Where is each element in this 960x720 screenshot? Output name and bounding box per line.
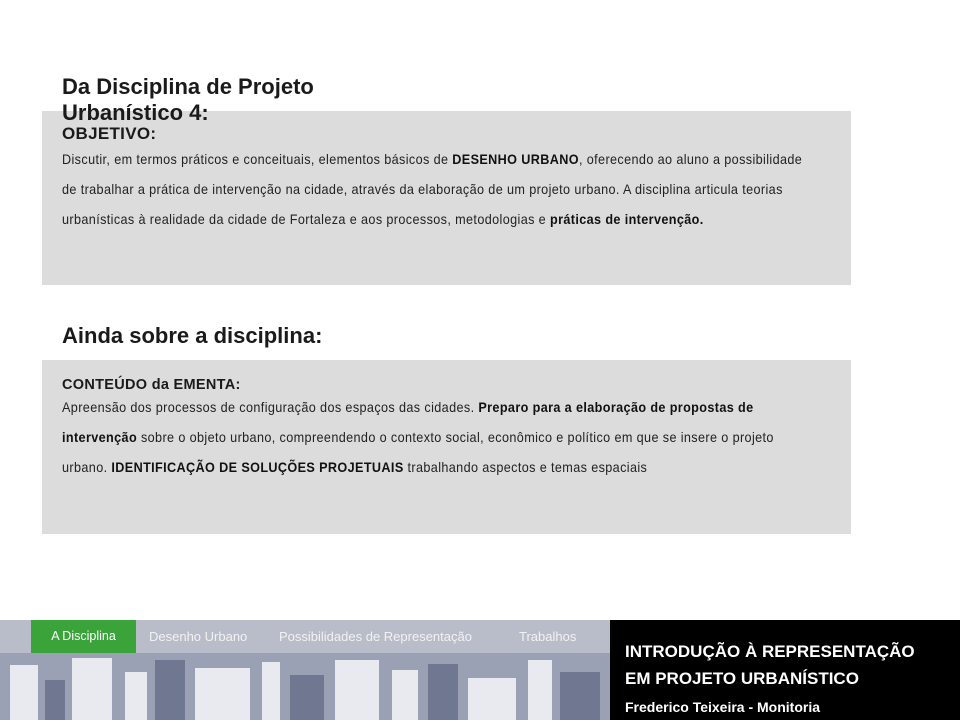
syllabus-highlight-proposals: Preparo para a elaboração de propostas de intervenção xyxy=(62,400,754,445)
objective-text-part: , oferecendo ao aluno a possibilidade de trabalhar a prática de intervenção na cidade, através da elaboração de um projeto urbano. A disciplina articula teorias urbanísticas à realidade da cidade de Fortaleza e aos processos, metodologias e xyxy=(62,152,803,227)
author-credit: Frederico Teixeira - Monitoria xyxy=(625,699,821,715)
section-heading-more: Ainda sobre a disciplina: xyxy=(62,323,323,348)
tab-a-disciplina[interactable]: A Disciplina xyxy=(31,620,136,653)
syllabus-text xyxy=(62,393,806,483)
tab-trabalhos[interactable]: Trabalhos xyxy=(519,629,577,644)
navigation-tabs xyxy=(0,620,610,653)
course-title-line1: INTRODUÇÃO À REPRESENTAÇÃO xyxy=(625,642,915,661)
syllabus-highlight-solutions: IDENTIFICAÇÃO DE SOLUÇÕES PROJETUAIS xyxy=(111,460,404,475)
course-title-line2: EM PROJETO URBANÍSTICO xyxy=(625,669,859,688)
tab-desenho-urbano[interactable]: Desenho Urbano xyxy=(149,629,248,644)
syllabus-text-part: sobre o objeto urbano, compreendendo o contexto social, econômico e político em que se insere o projeto urbano. xyxy=(62,430,774,475)
objective-text xyxy=(62,145,806,235)
objective-label: OBJETIVO: xyxy=(62,124,157,143)
tab-possibilidades-de-representacao[interactable]: Possibilidades de Representação xyxy=(279,629,472,644)
section-heading-discipline: Da Disciplina de Projeto Urbanístico 4: xyxy=(62,74,314,125)
syllabus-text-part: trabalhando aspectos e temas espaciais xyxy=(403,460,648,475)
objective-highlight-urban-design: DESENHO URBANO xyxy=(452,152,579,167)
objective-text-part: Discutir, em termos práticos e conceituais, elementos básicos de xyxy=(62,152,453,167)
objective-panel xyxy=(42,111,851,285)
footer-bar xyxy=(0,620,960,720)
syllabus-label: CONTEÚDO da EMENTA: xyxy=(62,377,241,393)
syllabus-text-part: Apreensão dos processos de configuração dos espaços das cidades. xyxy=(62,400,479,415)
course-title-box xyxy=(610,620,960,720)
syllabus-panel xyxy=(42,360,851,534)
objective-highlight-practices: práticas de intervenção. xyxy=(549,212,704,227)
